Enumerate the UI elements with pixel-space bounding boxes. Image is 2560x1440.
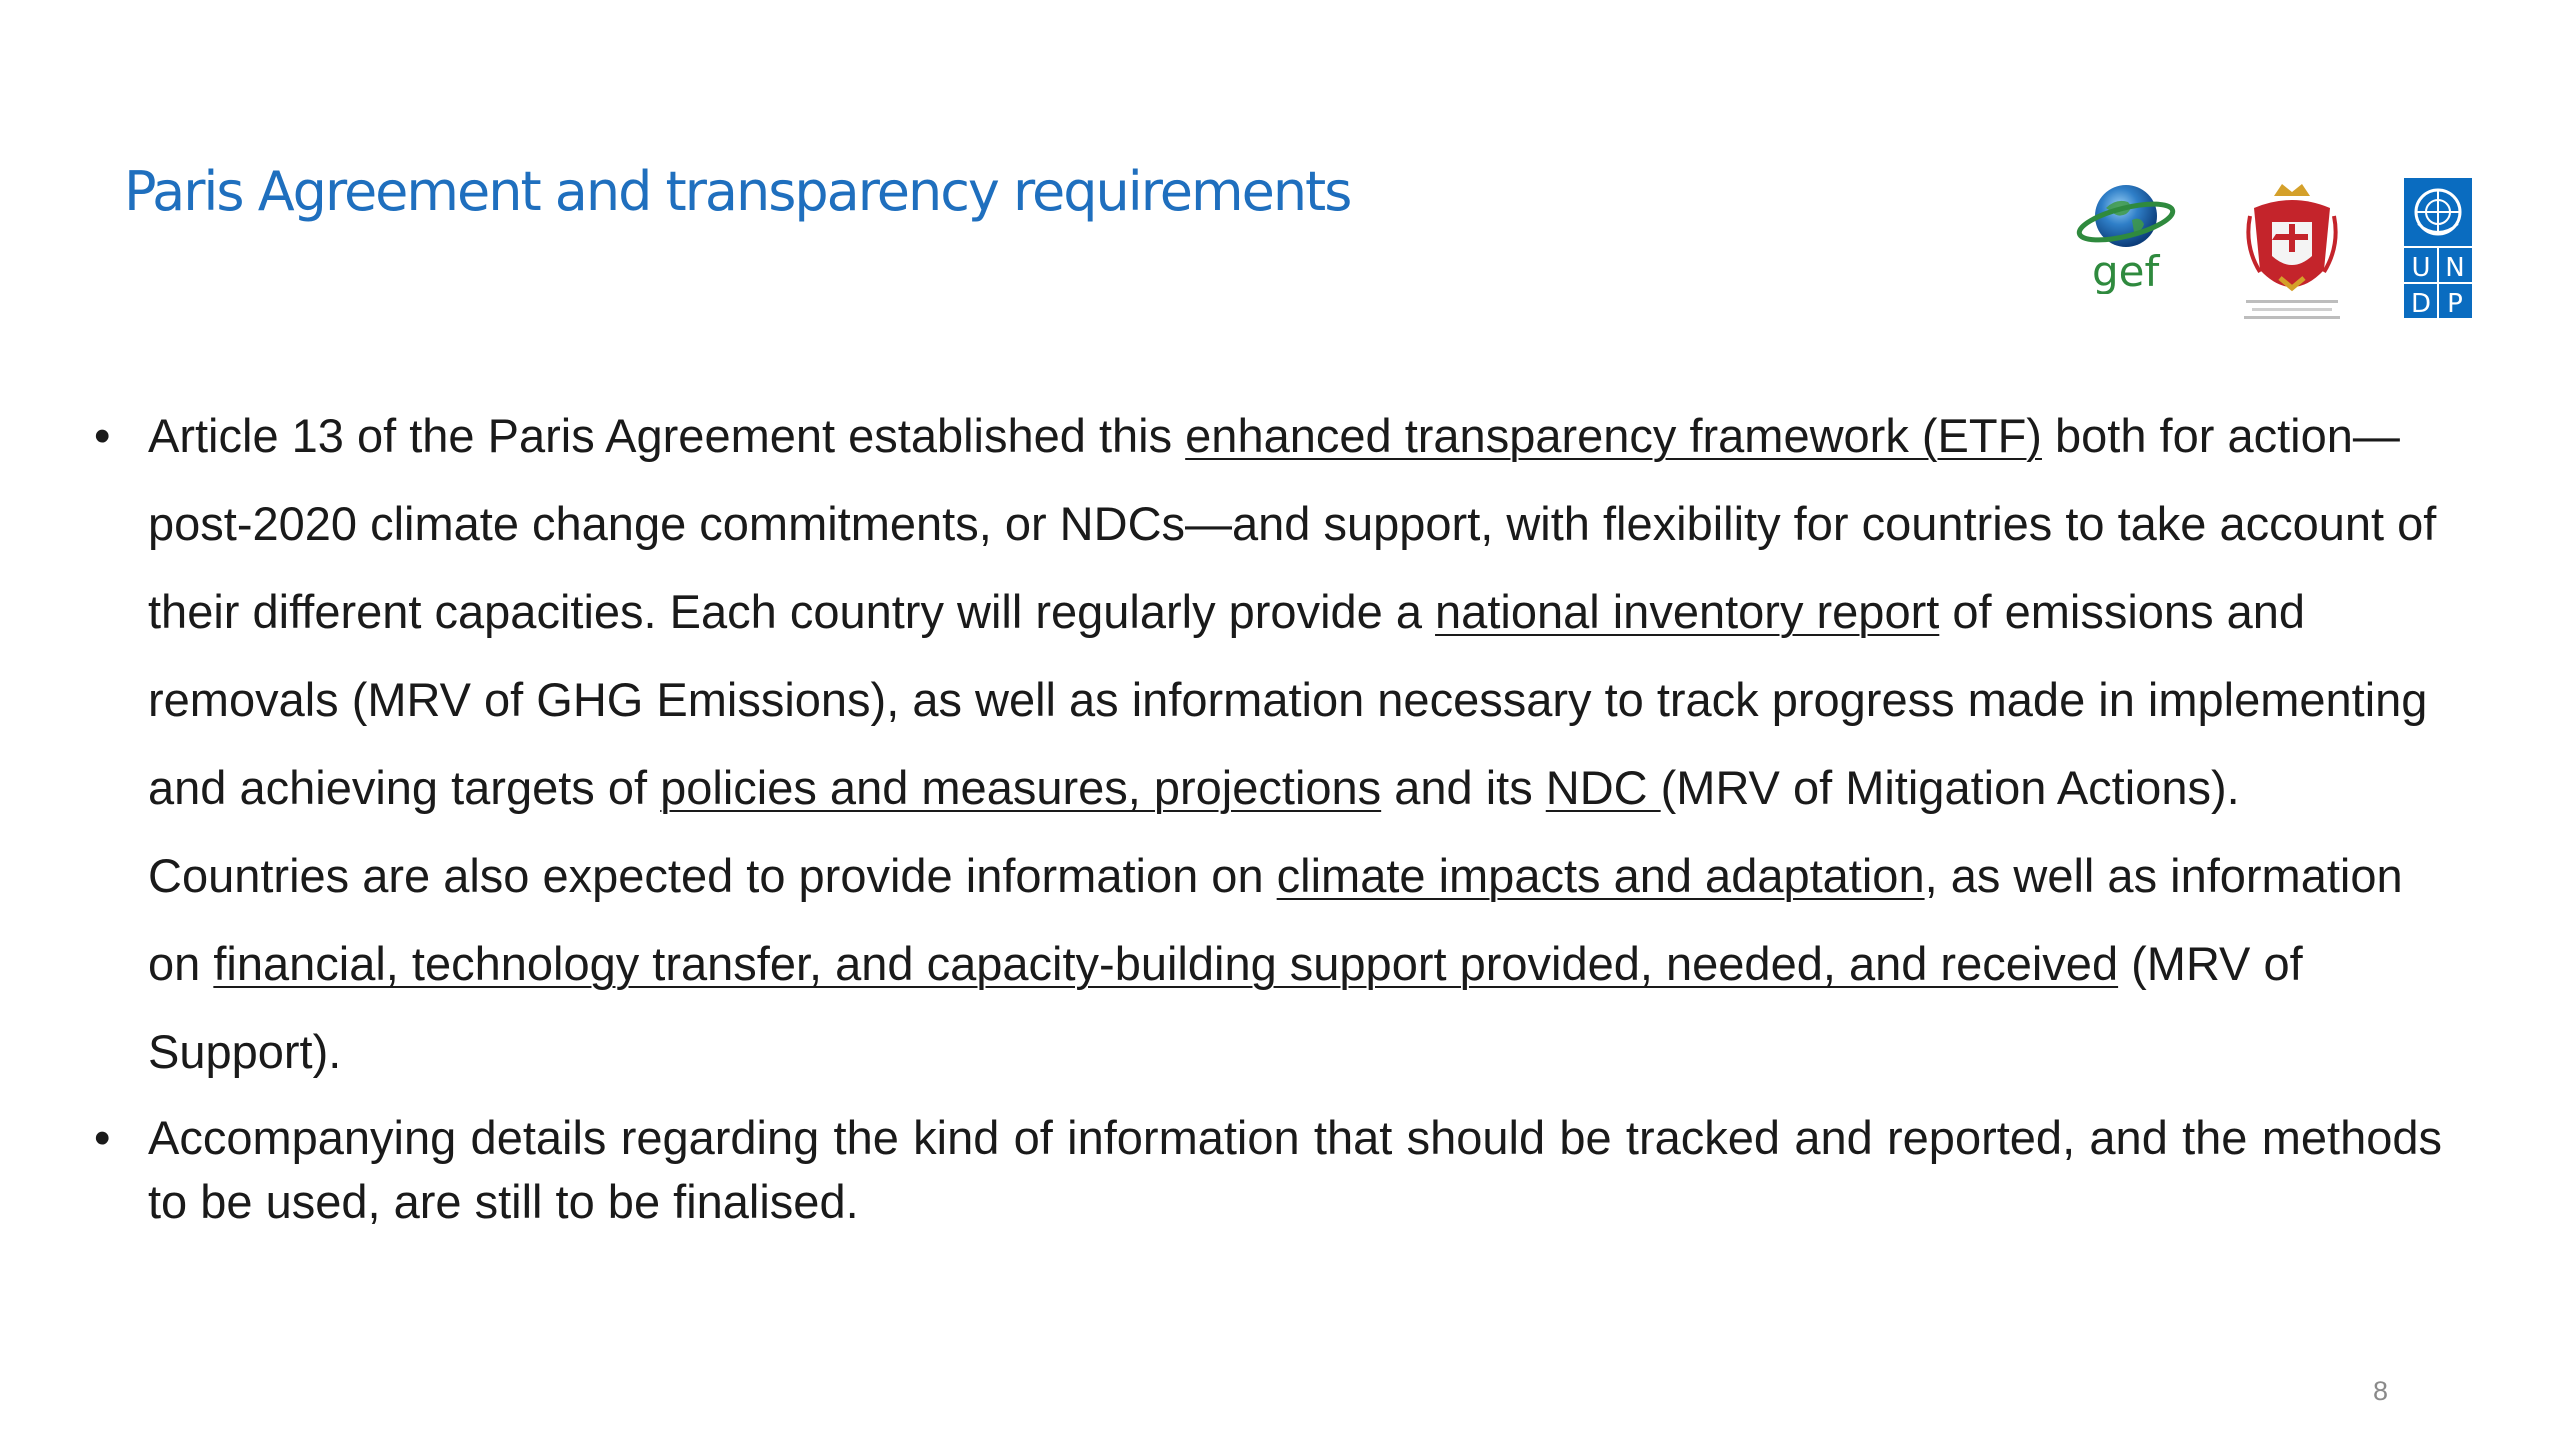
term-enhanced-transparency-framework: enhanced transparency framework (ETF) bbox=[1185, 409, 2042, 462]
page-number: 8 bbox=[2372, 1376, 2388, 1406]
term-national-inventory-report: national inventory report bbox=[1435, 585, 1940, 638]
partner-logos bbox=[2076, 178, 2472, 328]
bullet-marker: • bbox=[94, 1111, 111, 1164]
term-financial-support: financial, technology transfer, and capacity-building support provided, needed, and received bbox=[213, 937, 2119, 990]
bullet-item-accompanying-details: • Accompanying details regarding the kind of information that should be tracked and reported, and the methods to be used, are still to be finalised. bbox=[92, 1106, 2442, 1234]
bullet-marker: • bbox=[94, 409, 111, 462]
slide-title: Paris Agreement and transparency requirements bbox=[124, 160, 1351, 223]
gef-logo bbox=[2076, 178, 2180, 294]
svg-text:U: U bbox=[2411, 253, 2431, 283]
gef-wordmark: gef bbox=[2092, 247, 2160, 294]
term-ndc: NDC bbox=[1545, 761, 1661, 814]
bullet-list bbox=[92, 392, 2442, 1234]
svg-text:D: D bbox=[2410, 289, 2432, 318]
svg-text:P: P bbox=[2447, 289, 2463, 318]
bullet-item-article-13: • Article 13 of the Paris Agreement established this enhanced transparency framework (ETF) both for action—post-2020 climate change commitments, or NDCs—and support, with flexibility for countries to take account of their different capacities. Each country will regularly provide a national inventory report of emissions and removals (MRV of GHG Emissions), as well as information necessary to track progress made in implementing and achieving targets of policies and measures, projections and its NDC (MRV of Mitigation Actions). Countries are also expected to provide information on climate impacts and adaptation, as well as information on financial, technology transfer, and capacity-building support provided, needed, and received (MRV of Support). bbox=[92, 392, 2442, 1096]
term-climate-impacts-adaptation: climate impacts and adaptation bbox=[1276, 849, 1925, 902]
undp-logo bbox=[2404, 178, 2472, 318]
serbia-coat-of-arms-logo bbox=[2240, 178, 2344, 328]
svg-text:N: N bbox=[2445, 253, 2465, 283]
term-policies-measures-projections: policies and measures, projections bbox=[660, 761, 1382, 814]
